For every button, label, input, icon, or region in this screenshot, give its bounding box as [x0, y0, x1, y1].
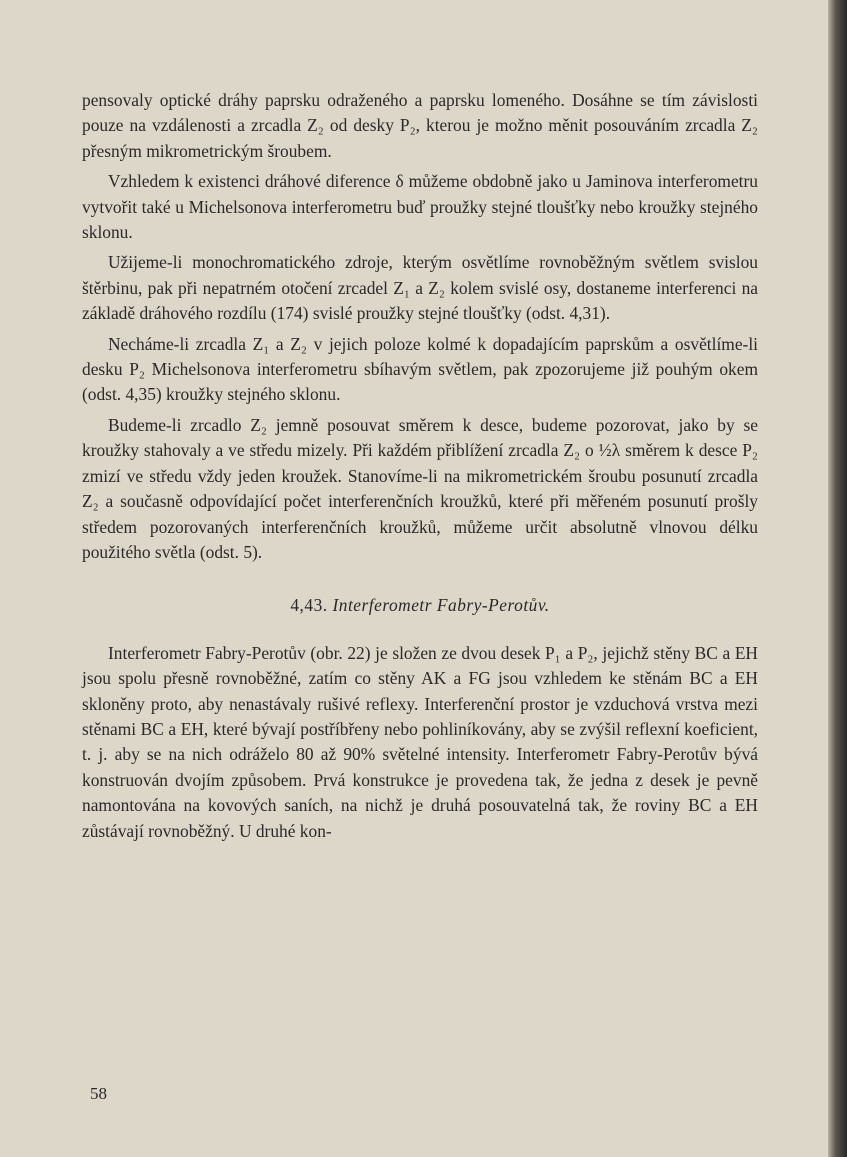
section-title: Interferometr Fabry-Perotův. [332, 595, 550, 616]
section-heading [82, 593, 758, 618]
paragraph: Budeme-li zrcadlo Z₂ jemně posouvat směrem k desce, budeme pozorovat, jako by se kroužky stahovaly a ve středu mizely. Při každém přiblížení zrcadla Z₂ o ½λ směrem k desce P₂ zmizí ve středu vždy jeden kroužek. Stanovíme-li na mikrometrickém šroubu posunutí zrcadla Z₂ a současně odpovídající počet interferenčních kroužků, které při měřeném posunutí prošly středem pozorovaných interferenčních kroužků, můžeme určit absolutně vlnovou délku použitého světla (odst. 5). [82, 414, 758, 562]
paragraph: Interferometr Fabry-Perotův (obr. 22) je složen ze dvou desek P₁ a P₂, jejichž stěny BC a EH jsou spolu přesně rovnoběžné, zatím co stěny AK a FG jsou vzhledem ke stěnám BC a EH skloněny proto, aby nenastávaly rušivé reflexy. Interferenční prostor je vzduchová vrstva mezi stěnami BC a EH, které bývají postříbřeny nebo pohliníkovány, aby se zvýšil reflexní koeficient, t. j. aby se na nich odráželo 80 až 90% světelné intensity. Interferometr Fabry-Perotův bývá konstruován dvojím způsobem. Prvá konstrukce je provedena tak, že jedna z desek je pevně namontována na kovových saních, na nichž je druhá posouvatelná tak, že roviny BC a EH zůstávají rovnoběžný. U druhé kon- [82, 642, 758, 841]
paragraph: Necháme-li zrcadla Z₁ a Z₂ v jejich poloze kolmé k dopadajícím paprskům a osvětlíme-li desku P₂ Michelsonova interferometru sbíhavým světlem, pak zpozorujeme již pouhým okem (odst. 4,35) kroužky stejného sklonu. [82, 333, 758, 405]
paragraph: Užijeme-li monochromatického zdroje, kterým osvětlíme rovnoběžným světlem svislou štěrbinu, pak při nepatrném otočení zrcadel Z₁ a Z₂ kolem svislé osy, dostaneme interferenci na základě dráhového rozdílu (174) svislé proužky stejné tloušťky (odst. 4,31). [82, 252, 758, 324]
paragraph: Vzhledem k existenci dráhové diference δ můžeme obdobně jako u Jaminova interferometru vytvořit také u Michelsonova interferometru buď proužky stejné tloušťky nebo kroužky stejného sklonu. [82, 171, 758, 243]
book-gutter-shadow [828, 0, 847, 1157]
page-number: 58 [90, 1084, 107, 1103]
body-text [82, 88, 758, 844]
paragraph: pensovaly optické dráhy paprsku odraženého a paprsku lomeného. Dosáhne se tím závislosti pouze na vzdálenosti a zrcadla Z₂ od desky P₂, kterou je možno měnit posouváním zrcadla Z₂ přesným mikrometrickým šroubem. [82, 90, 758, 161]
section-number: 4,43. [290, 595, 328, 616]
